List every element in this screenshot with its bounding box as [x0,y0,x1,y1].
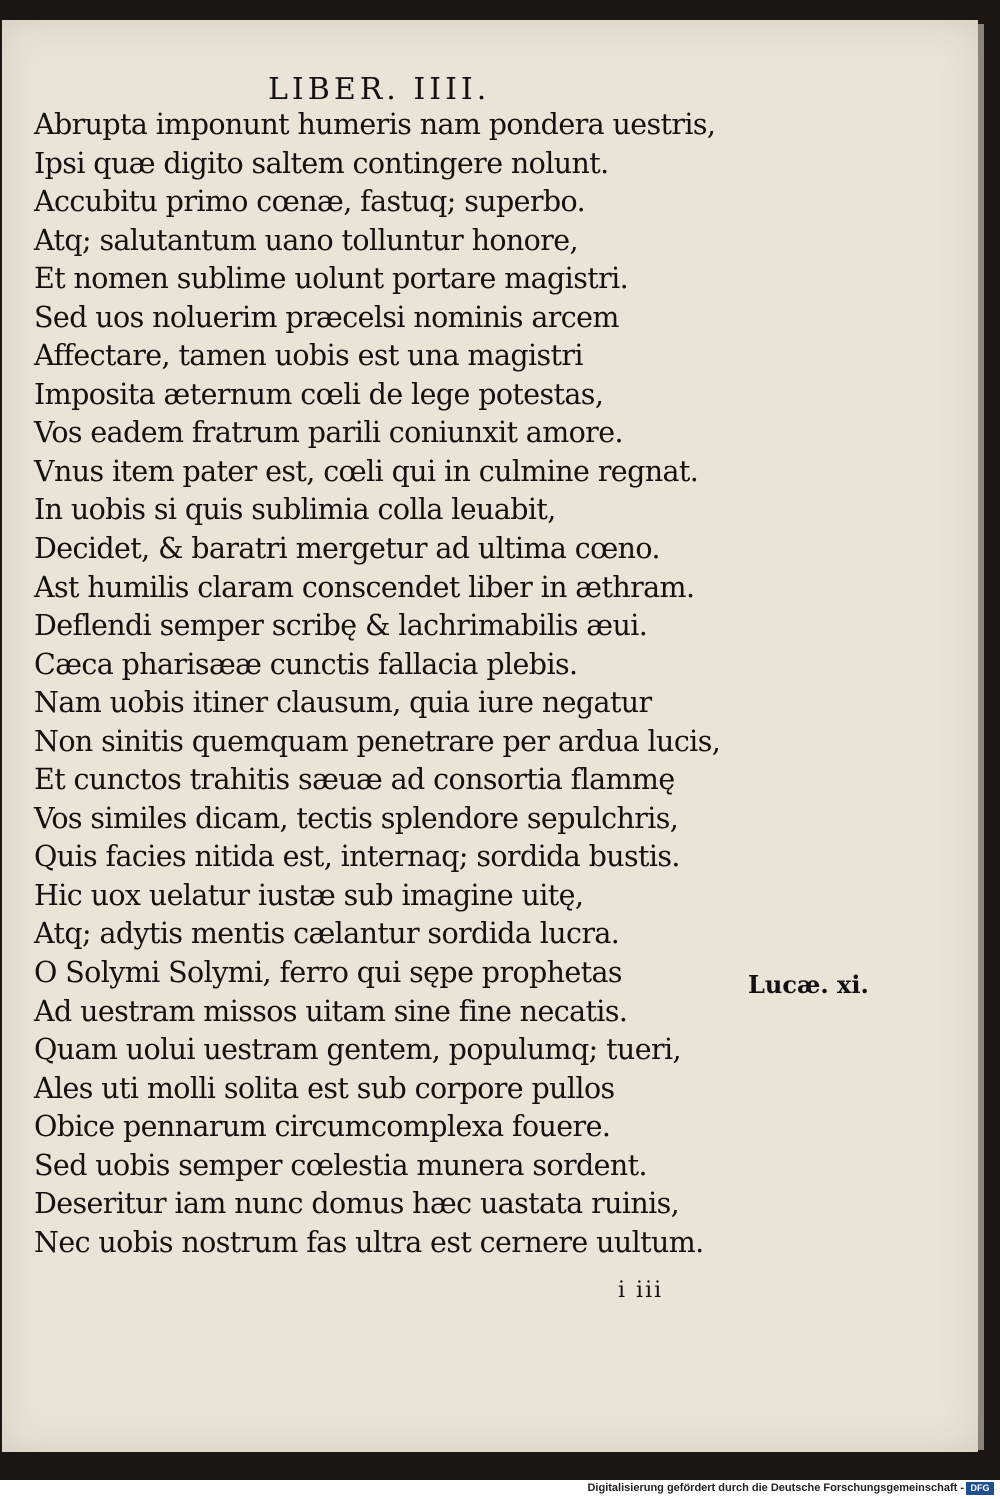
verse-line: Deseritur iam nunc domus hæc uastata ruinis, [34,1187,680,1221]
verse-line: Non sinitis quemquam penetrare per ardua lucis, [34,724,721,758]
verse-line: Ales uti molli solita est sub corpore pullos [34,1071,615,1105]
verse-line: Abrupta imponunt humeris nam pondera uestris, [34,108,716,141]
verse-line: Et nomen sublime uolunt portare magistri. [34,262,629,296]
verse-line: Ipsi quæ digito saltem contingere nolunt. [34,146,609,180]
verse-line: O Solymi Solymi, ferro qui sępe prophetas [34,956,622,990]
verse-line: Sed uos noluerim præcelsi nominis arcem [34,300,619,334]
verse-line: Quis facies nitida est, internaq; sordida bustis. [34,840,680,874]
verse-line: Nec uobis nostrum fas ultra est cernere uultum. [34,1225,704,1259]
verse-line: Hic uox uelatur iustæ sub imagine uitę, [34,878,584,912]
verse-line: Sed uobis semper cœlestia munera sordent. [34,1148,647,1182]
verse-line: Vnus item pater est, cœli qui in culmine regnat. [34,454,699,488]
verse-line: Atq; salutantum uano tolluntur honore, [34,223,578,257]
verse-line: Obice pennarum circumcomplexa fouere. [34,1110,611,1144]
funding-credit: Digitalisierung gefördert durch die Deutsche Forschungsgemeinschaft - [587,1482,964,1494]
verse-line: Atq; adytis mentis cælantur sordida lucra. [34,917,620,951]
verse-line: Imposita æternum cœli de lege potestas, [34,377,604,411]
running-header: LIBER. IIII. [268,72,491,107]
signature-mark: i iii [618,1278,664,1303]
verse-line: Deflendi semper scribę & lachrimabilis æui. [34,609,648,643]
verse-line: Cæca pharisææ cunctis fallacia plebis. [34,647,578,681]
verse-line: Et cunctos trahitis sæuæ ad consortia flammę [34,763,675,797]
verse-line: Ast humilis claram conscendet liber in æthram. [34,570,695,604]
verse-line: Decidet, & baratri mergetur ad ultima cœno. [34,532,660,566]
page-edge [978,24,984,1450]
verse-line: Vos eadem fratrum parili coniunxit amore. [34,416,623,450]
verse-line: Nam uobis itiner clausum, quia iure negatur [34,686,652,720]
verse-line: Ad uestram missos uitam sine fine necatis. [34,994,628,1028]
verse-block [34,106,754,1262]
margin-reference-note: Lucæ. xi. [748,970,869,999]
verse-line: Affectare, tamen uobis est una magistri [34,339,583,373]
verse-line: Vos similes dicam, tectis splendore sepulchris, [34,801,679,835]
verse-line: Accubitu primo cœnæ, fastuq; superbo. [34,185,586,219]
verse-line: In uobis si quis sublimia colla leuabit, [34,493,556,527]
dfg-logo: DFG [966,1482,994,1495]
verse-line: Quam uolui uestram gentem, populumq; tueri, [34,1033,681,1067]
